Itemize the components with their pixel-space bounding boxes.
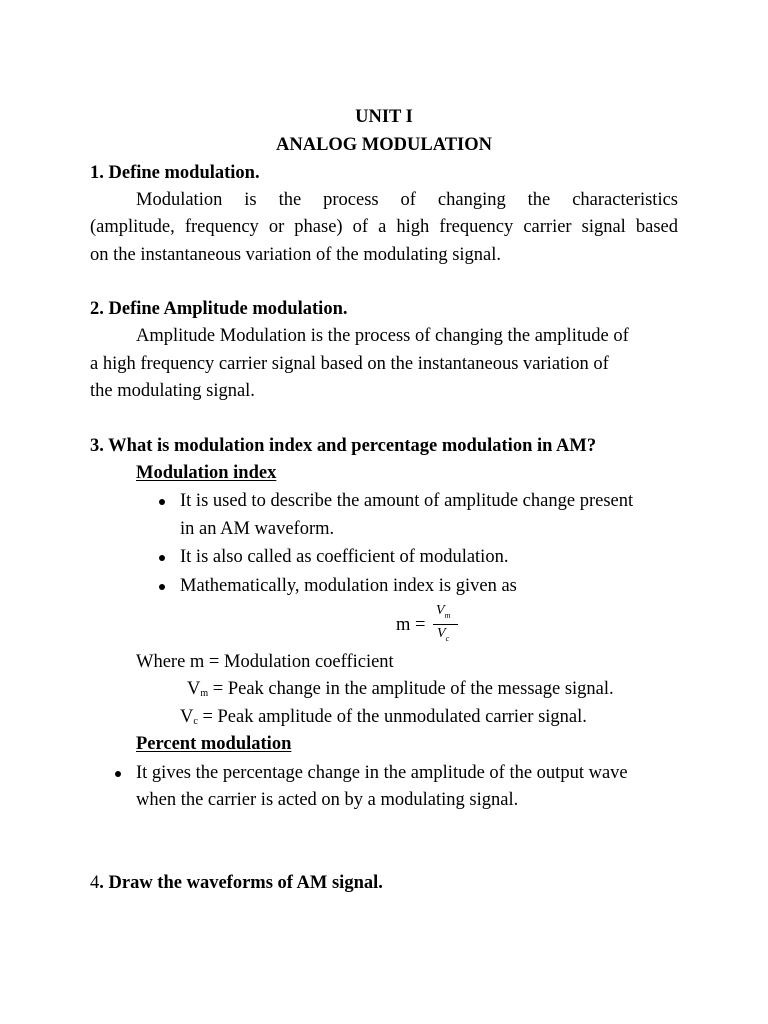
percent-modulation-subheading: Percent modulation xyxy=(136,734,292,754)
bullet-3-text: Mathematically, modulation index is given as xyxy=(180,576,517,596)
formula-denominator: $V_c$ xyxy=(437,626,450,643)
question-2-line-1: Amplitude Modulation is the process of changing the amplitude of xyxy=(136,326,629,346)
bullet-icon xyxy=(159,499,165,505)
unit-heading: UNIT I xyxy=(355,107,413,127)
question-3-heading: 3. What is modulation index and percentage modulation in AM? xyxy=(90,436,597,456)
formula-lhs: m = xyxy=(396,615,426,635)
fraction-bar xyxy=(433,624,458,625)
page-title: ANALOG MODULATION xyxy=(275,135,492,155)
vm-definition: $V_m$ = Peak change in the amplitude of the message signal. xyxy=(187,679,614,699)
question-2-line-3: the modulating signal. xyxy=(90,381,255,401)
bullet-2-text: It is also called as coefficient of modulation. xyxy=(180,547,509,567)
bullet-icon xyxy=(115,771,121,777)
vc-definition: $V_c$ = Peak amplitude of the unmodulated carrier signal. xyxy=(180,707,587,727)
question-4-heading: 4. Draw the waveforms of AM signal. xyxy=(90,873,383,893)
question-1-line-3: on the instantaneous variation of the modulating signal. xyxy=(90,245,502,265)
formula-numerator: $V_m$ xyxy=(436,603,451,620)
bullet-icon xyxy=(159,555,165,561)
question-2-heading: 2. Define Amplitude modulation. xyxy=(90,299,348,319)
bullet-1-line-1: It is used to describe the amount of amplitude change present xyxy=(180,491,634,511)
question-1-line-1: Modulation is the process of changing the characteristics xyxy=(136,190,678,210)
question-1-line-2: (amplitude, frequency or phase) of a high frequency carrier signal based xyxy=(90,217,678,237)
bullet-1-line-2: in an AM waveform. xyxy=(180,519,335,539)
where-line: Where m = Modulation coefficient xyxy=(136,652,394,672)
bullet-4-line-2: when the carrier is acted on by a modulating signal. xyxy=(136,790,519,810)
bullet-icon xyxy=(159,584,165,590)
bullet-4-line-1: It gives the percentage change in the amplitude of the output wave xyxy=(136,763,628,783)
question-2-line-2: a high frequency carrier signal based on the instantaneous variation of xyxy=(90,354,609,374)
question-1-heading: 1. Define modulation. xyxy=(90,163,260,183)
modulation-index-subheading: Modulation index xyxy=(136,463,277,483)
